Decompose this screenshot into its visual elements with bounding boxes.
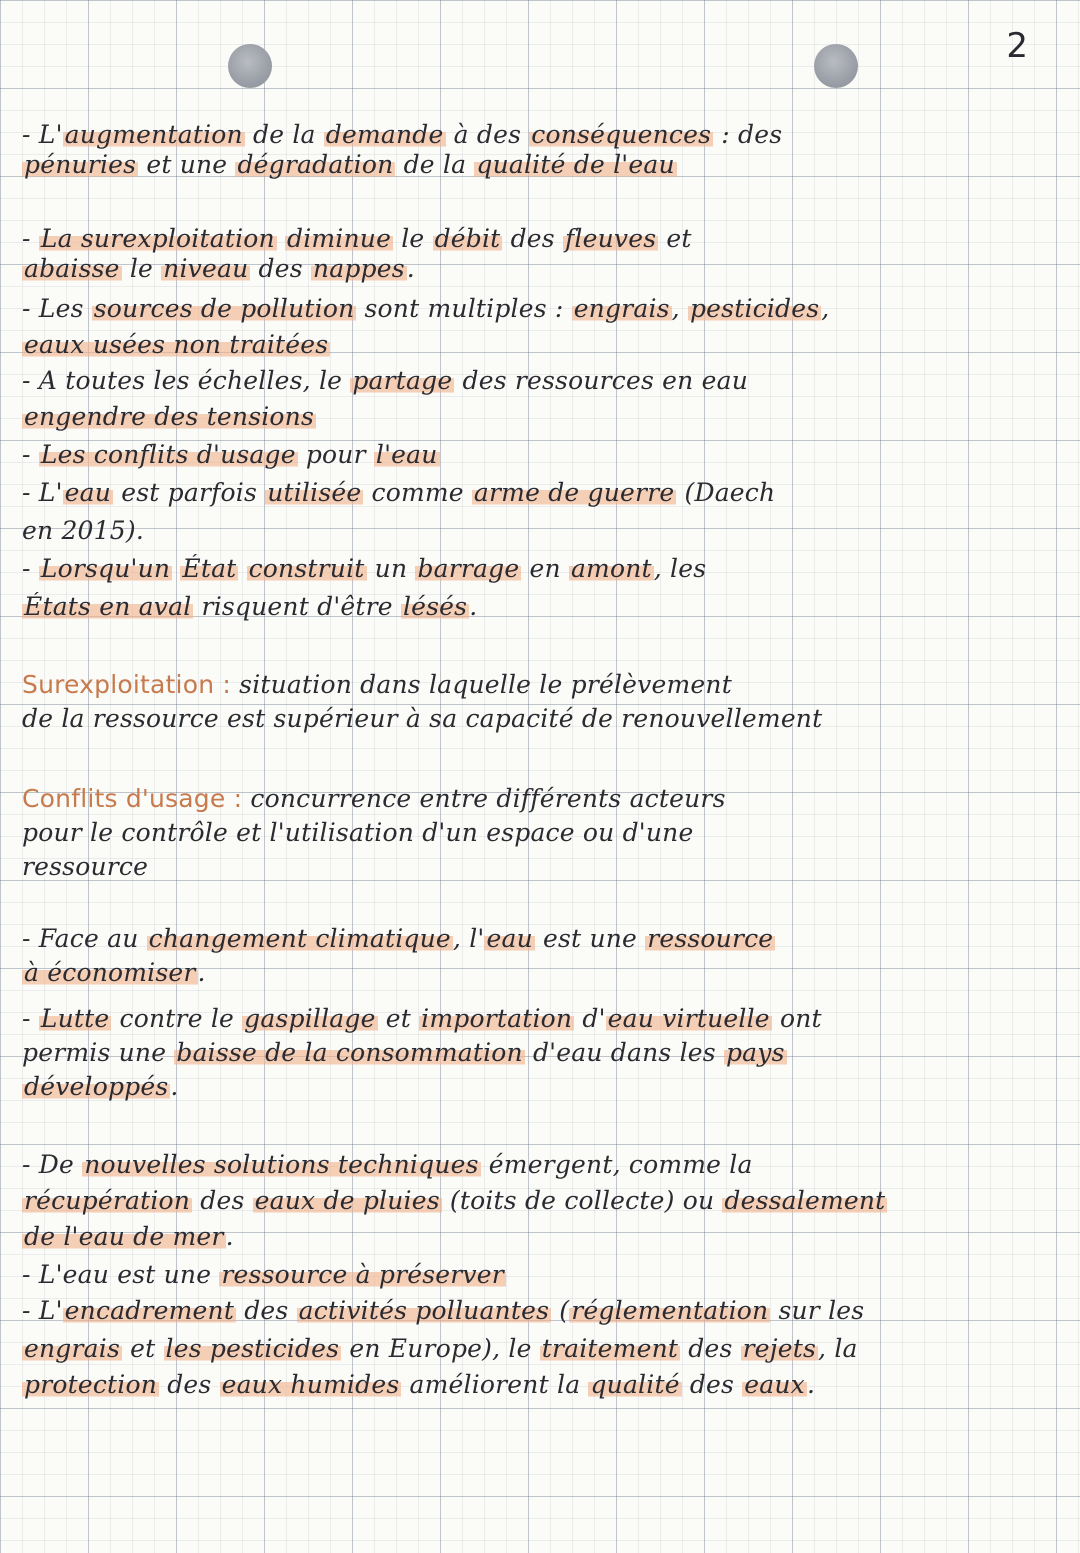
note-text: permis une — [22, 1038, 175, 1067]
note-line — [22, 1370, 1062, 1400]
definition-term: Surexploitation : — [22, 670, 232, 699]
note-text: le — [121, 254, 162, 283]
note-line — [22, 1222, 1062, 1252]
definition-term: Conflits d'usage : — [22, 784, 243, 813]
note-text: - — [22, 224, 39, 253]
note-text: contre le — [111, 1004, 243, 1033]
note-line — [22, 1186, 1062, 1216]
note-text: , — [821, 294, 830, 323]
note-text: des — [250, 254, 311, 283]
highlighted-text: fleuves — [564, 224, 657, 253]
highlighted-text: ressource — [647, 924, 774, 953]
note-text: risquent d'être — [193, 592, 401, 621]
highlighted-text: engrais — [573, 294, 670, 323]
highlighted-text: États en aval — [24, 592, 192, 621]
note-text: - — [22, 554, 39, 583]
highlighted-text: La surexploitation — [40, 224, 275, 253]
highlighted-text: eau virtuelle — [607, 1004, 770, 1033]
note-text: d'eau dans les — [524, 1038, 724, 1067]
highlighted-text: barrage — [417, 554, 520, 583]
note-line — [22, 818, 1062, 848]
highlighted-text: eau — [64, 478, 112, 507]
note-text: ( — [551, 1296, 570, 1325]
highlighted-text: développés — [24, 1072, 169, 1101]
note-text: comme — [363, 478, 472, 507]
highlighted-text: eaux usées non traitées — [24, 330, 329, 359]
note-text: pour — [297, 440, 374, 469]
note-text: à des — [445, 120, 530, 149]
highlighted-text: changement climatique — [148, 924, 451, 953]
note-line — [22, 440, 1062, 470]
note-text: émergent, comme la — [480, 1150, 753, 1179]
note-text: (Daech — [676, 478, 776, 507]
note-text: - De — [22, 1150, 83, 1179]
note-text: des — [680, 1334, 741, 1363]
note-text: ressource — [22, 852, 149, 881]
note-line — [22, 120, 1062, 150]
note-text — [238, 554, 246, 583]
note-text: et — [121, 1334, 164, 1363]
highlighted-text: ressource à préserver — [221, 1260, 504, 1289]
note-text: . — [170, 1072, 179, 1101]
note-text: est une — [534, 924, 646, 953]
note-text: , l' — [452, 924, 485, 953]
page-number: 2 — [1006, 26, 1028, 66]
note-text: . — [225, 1222, 234, 1251]
note-line — [22, 366, 1062, 396]
note-line — [22, 1038, 1062, 1068]
highlighted-text: nouvelles solutions techniques — [84, 1150, 479, 1179]
highlighted-text: baisse de la consommation — [176, 1038, 523, 1067]
note-text: le — [393, 224, 433, 253]
note-line — [22, 330, 1062, 360]
note-text: de la ressource est supérieur à sa capacité de renouvellement — [22, 704, 823, 733]
note-line — [22, 1004, 1062, 1034]
note-line — [22, 224, 1062, 254]
note-text: - A toutes les échelles, le — [22, 366, 351, 395]
note-line — [22, 784, 1062, 814]
punch-hole-right — [814, 44, 858, 88]
note-text: - L'eau est une — [22, 1260, 220, 1289]
highlighted-text: construit — [248, 554, 365, 583]
highlighted-text: traitement — [541, 1334, 679, 1363]
note-text: - L' — [22, 120, 63, 149]
highlighted-text: rejets — [742, 1334, 817, 1363]
highlighted-text: amont — [570, 554, 652, 583]
highlighted-text: lésés — [402, 592, 468, 621]
note-text: améliorent la — [401, 1370, 589, 1399]
highlighted-text: Les conflits d'usage — [40, 440, 296, 469]
note-text: un — [366, 554, 416, 583]
note-text: des — [192, 1186, 253, 1215]
highlighted-text: diminue — [286, 224, 392, 253]
note-text: d' — [574, 1004, 606, 1033]
note-line — [22, 924, 1062, 954]
highlighted-text: pays — [725, 1038, 785, 1067]
note-text: ont — [771, 1004, 822, 1033]
punch-hole-left — [228, 44, 272, 88]
note-text: - — [22, 440, 39, 469]
note-text: en — [521, 554, 569, 583]
highlighted-text: encadrement — [64, 1296, 235, 1325]
note-line — [22, 852, 1062, 882]
note-line — [22, 670, 1062, 700]
highlighted-text: Lutte — [40, 1004, 110, 1033]
note-line — [22, 1334, 1062, 1364]
note-line — [22, 1260, 1062, 1290]
note-text: - Les — [22, 294, 92, 323]
note-text: des — [159, 1370, 220, 1399]
highlighted-text: eaux de pluies — [254, 1186, 440, 1215]
note-text: : des — [713, 120, 783, 149]
note-line — [22, 402, 1062, 432]
highlighted-text: de l'eau de mer — [24, 1222, 224, 1251]
note-text: sur les — [770, 1296, 865, 1325]
note-line — [22, 704, 1062, 734]
note-text: en Europe), le — [341, 1334, 540, 1363]
note-line — [22, 1150, 1062, 1180]
note-text: et — [658, 224, 692, 253]
note-line — [22, 478, 1062, 508]
note-text: des — [236, 1296, 297, 1325]
note-text: des — [502, 224, 563, 253]
highlighted-text: nappes — [312, 254, 405, 283]
note-text: situation dans laquelle le prélèvement — [231, 670, 732, 699]
highlighted-text: qualité de l'eau — [476, 150, 675, 179]
highlighted-text: niveau — [163, 254, 249, 283]
note-text: et une — [138, 150, 236, 179]
note-line — [22, 554, 1062, 584]
note-text: sont multiples : — [356, 294, 572, 323]
highlighted-text: l'eau — [375, 440, 438, 469]
highlighted-text: engendre des tensions — [24, 402, 315, 431]
highlighted-text: État — [182, 554, 237, 583]
note-text: des — [681, 1370, 743, 1399]
highlighted-text: protection — [24, 1370, 158, 1399]
highlighted-text: demande — [325, 120, 444, 149]
note-text: pour le contrôle et l'utilisation d'un espace ou d'une — [22, 818, 694, 847]
highlighted-text: réglementation — [571, 1296, 769, 1325]
highlighted-text: partage — [352, 366, 453, 395]
highlighted-text: dessalement — [724, 1186, 886, 1215]
highlighted-text: arme de guerre — [473, 478, 675, 507]
highlighted-text: eau — [486, 924, 533, 953]
highlighted-text: Lorsqu'un — [40, 554, 171, 583]
note-text: , les — [653, 554, 707, 583]
highlighted-text: gaspillage — [244, 1004, 376, 1033]
note-text: . — [469, 592, 478, 621]
note-text: de la — [395, 150, 475, 179]
note-text: - — [22, 1004, 39, 1033]
note-text: en 2015). — [22, 516, 144, 545]
note-line — [22, 150, 1062, 180]
highlighted-text: engrais — [24, 1334, 120, 1363]
highlighted-text: dégradation — [237, 150, 394, 179]
highlighted-text: pesticides — [689, 294, 820, 323]
note-line — [22, 294, 1062, 324]
note-text: , — [671, 294, 688, 323]
note-text: est parfois — [113, 478, 266, 507]
highlighted-text: à économiser — [24, 958, 196, 987]
note-line — [22, 958, 1062, 988]
note-text: - L' — [22, 1296, 63, 1325]
highlighted-text: augmentation — [64, 120, 243, 149]
note-text: concurrence entre différents acteurs — [242, 784, 726, 813]
highlighted-text: sources de pollution — [93, 294, 355, 323]
note-text: . — [806, 1370, 816, 1399]
note-text: et — [377, 1004, 420, 1033]
note-line — [22, 1072, 1062, 1102]
highlighted-text: récupération — [24, 1186, 191, 1215]
note-line — [22, 592, 1062, 622]
highlighted-text: activités polluantes — [298, 1296, 550, 1325]
note-line — [22, 516, 1062, 546]
highlighted-text: utilisée — [267, 478, 362, 507]
highlighted-text: pénuries — [24, 150, 137, 179]
highlighted-text: importation — [421, 1004, 573, 1033]
highlighted-text: eaux — [744, 1370, 805, 1399]
highlighted-text: abaisse — [24, 254, 120, 283]
highlighted-text: qualité — [590, 1370, 680, 1399]
note-text — [277, 224, 285, 253]
highlighted-text: les pesticides — [165, 1334, 340, 1363]
highlighted-text: débit — [434, 224, 501, 253]
note-line — [22, 254, 1062, 284]
note-text: de la — [244, 120, 324, 149]
highlighted-text: conséquences — [531, 120, 712, 149]
note-text: . — [197, 958, 206, 987]
note-text: des ressources en eau — [454, 366, 748, 395]
note-text: (toits de collecte) ou — [441, 1186, 723, 1215]
note-text: . — [406, 254, 415, 283]
highlighted-text: eaux humides — [221, 1370, 400, 1399]
note-text: - L' — [22, 478, 63, 507]
note-text: , la — [818, 1334, 858, 1363]
note-line — [22, 1296, 1062, 1326]
note-text: - Face au — [22, 924, 147, 953]
